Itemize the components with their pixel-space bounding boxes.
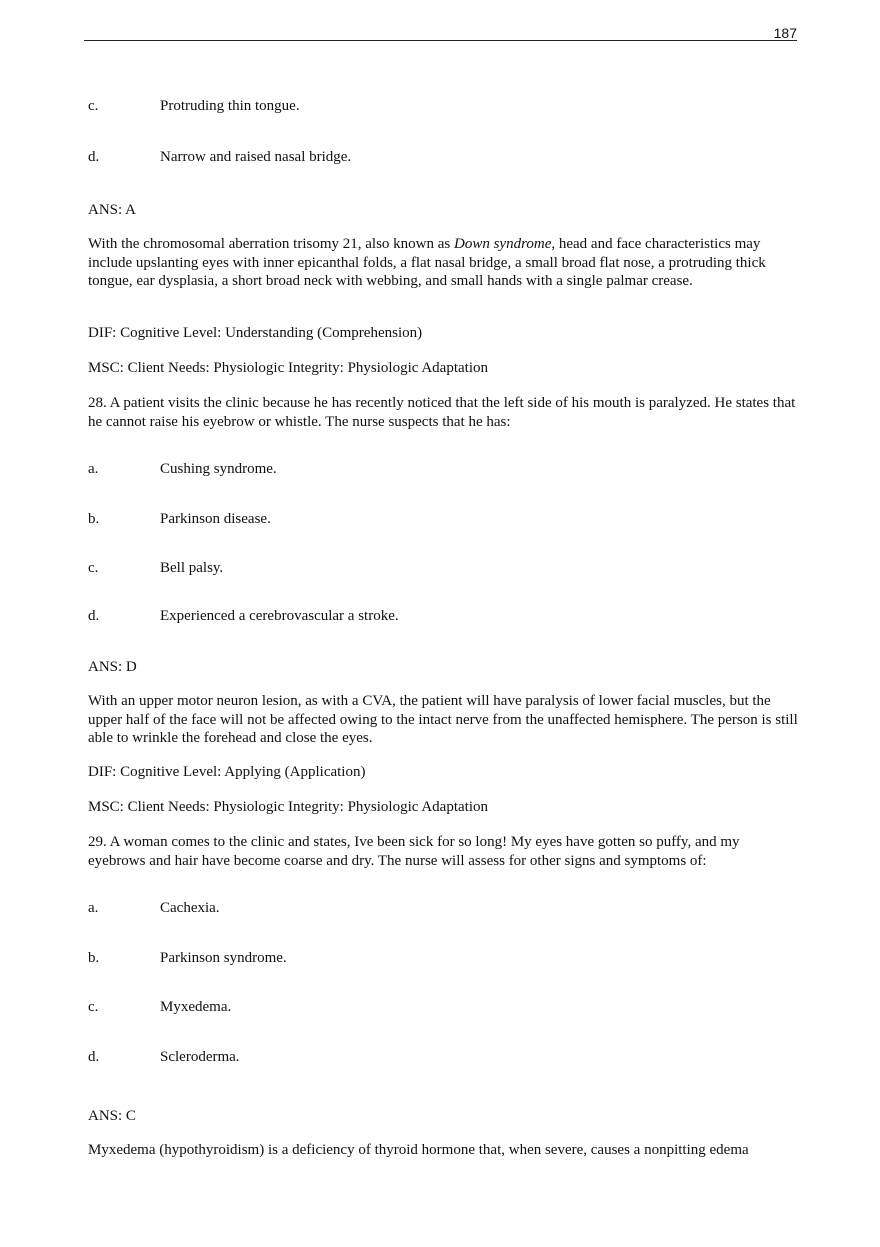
rationale-italic-term: Down syndrome (454, 236, 552, 252)
q27-option-c (88, 97, 800, 117)
option-text: Myxedema. (160, 999, 232, 1015)
q29-stem: 29. A woman comes to the clinic and states, Ive been sick for so long! My eyes have gotten so puffy, and my eyebrows and hair have become coarse and dry. The nurse will assess for other signs and symptoms of: (88, 834, 740, 869)
q27-rationale (88, 235, 800, 291)
header-rule (84, 40, 797, 41)
option-text: Scleroderma. (160, 1049, 240, 1065)
rationale-text-end: , head and face characteristics may include upslanting eyes with inner epicanthal folds, a flat nasal bridge, a small broad flat nose, a protruding thick tongue, ear dysplasia, a short broad neck with webbing, and small hands with a single palmar crease. (88, 236, 766, 289)
q29-option-c (88, 998, 800, 1018)
q28-rationale: With an upper motor neuron lesion, as with a CVA, the patient will have paralysis of lower facial muscles, but the upper half of the face will not be affected owing to the intact nerve from the unaffected hemisphere. The person is still able to wrinkle the forehead and close the eyes. (88, 693, 798, 746)
q28-option-a (88, 460, 800, 480)
option-letter: d. (88, 608, 100, 624)
q29-option-b (88, 949, 800, 969)
q27-difficulty: DIF: Cognitive Level: Understanding (Comprehension) (88, 325, 423, 341)
q27-client-needs: MSC: Client Needs: Physiologic Integrity: Physiologic Adaptation (88, 360, 488, 376)
q28-option-d (88, 607, 800, 627)
q28-option-b (88, 510, 800, 530)
option-text: Protruding thin tongue. (160, 98, 300, 114)
option-letter: b. (88, 950, 100, 966)
q27-answer: ANS: A (88, 202, 136, 218)
option-letter: c. (88, 98, 99, 114)
q29-option-d (88, 1048, 800, 1068)
option-letter: a. (88, 900, 99, 916)
option-text: Cachexia. (160, 900, 220, 916)
q29-option-a (88, 899, 800, 919)
q28-client-needs: MSC: Client Needs: Physiologic Integrity: Physiologic Adaptation (88, 799, 488, 815)
q27-option-d (88, 148, 800, 168)
option-text: Parkinson disease. (160, 511, 271, 527)
page-number: 187 (773, 25, 797, 41)
option-text: Cushing syndrome. (160, 461, 277, 477)
q28-option-c (88, 559, 800, 579)
option-text: Parkinson syndrome. (160, 950, 287, 966)
option-letter: c. (88, 560, 99, 576)
option-text: Experienced a cerebrovascular a stroke. (160, 608, 399, 624)
rationale-text-start: With the chromosomal aberration trisomy 21, also known as (88, 236, 454, 252)
option-letter: a. (88, 461, 99, 477)
option-letter: d. (88, 149, 100, 165)
q28-stem: 28. A patient visits the clinic because he has recently noticed that the left side of his mouth is paralyzed. He states that he cannot raise his eyebrow or whistle. The nurse suspects that he has: (88, 395, 796, 430)
q28-difficulty: DIF: Cognitive Level: Applying (Application) (88, 764, 366, 780)
option-letter: c. (88, 999, 99, 1015)
option-text: Narrow and raised nasal bridge. (160, 149, 352, 165)
q28-answer: ANS: D (88, 659, 137, 675)
option-letter: d. (88, 1049, 100, 1065)
q29-answer: ANS: C (88, 1108, 136, 1124)
option-letter: b. (88, 511, 100, 527)
q29-rationale: Myxedema (hypothyroidism) is a deficiency of thyroid hormone that, when severe, causes a nonpitting edema (88, 1142, 749, 1158)
option-text: Bell palsy. (160, 560, 224, 576)
